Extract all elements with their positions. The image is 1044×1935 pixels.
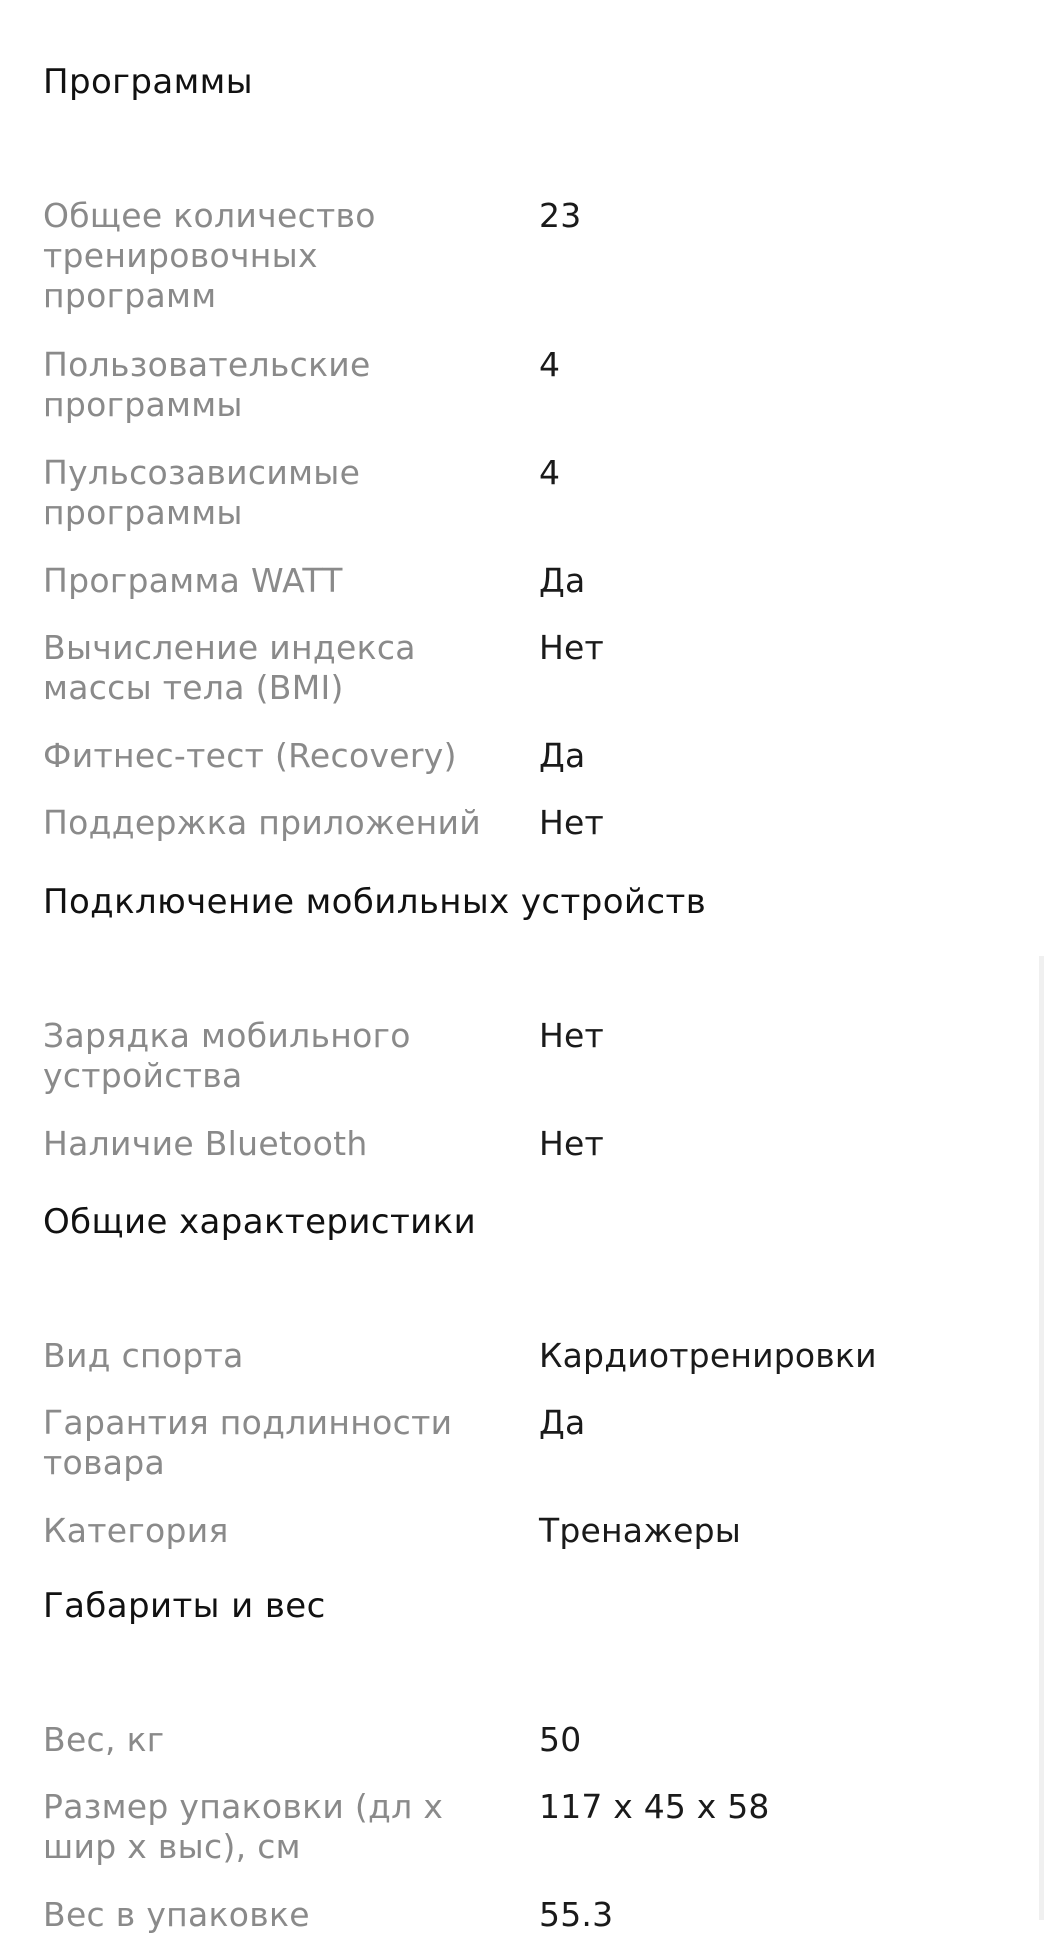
spec-row-fitness-test xyxy=(43,736,1003,776)
spec-row-category xyxy=(43,1511,1003,1551)
spec-label: Вес, кг xyxy=(43,1720,165,1759)
spec-row-watt-program xyxy=(43,561,1003,601)
spec-label: Фитнес-тест (Recovery) xyxy=(43,736,457,775)
spec-value: Тренажеры xyxy=(539,1511,742,1550)
section-title: Подключение мобильных устройств xyxy=(43,882,707,922)
spec-row-authenticity xyxy=(43,1403,1003,1483)
spec-label: Наличие Bluetooth xyxy=(43,1124,368,1163)
spec-label: Поддержка приложений xyxy=(43,803,482,842)
spec-label: Вычисление индекса массы тела (BMI) xyxy=(43,628,416,707)
scrollbar[interactable] xyxy=(1039,956,1044,1920)
spec-row-package-size xyxy=(43,1787,1003,1867)
spec-row-user-programs xyxy=(43,345,1003,425)
spec-value: Нет xyxy=(539,628,604,667)
section-mobile-connection xyxy=(43,880,1003,1163)
spec-label: Вес в упаковке xyxy=(43,1895,310,1934)
spec-row-bluetooth xyxy=(43,1124,1003,1164)
spec-row-app-support xyxy=(43,803,1003,843)
section-programs xyxy=(43,60,1003,842)
spec-label: Пульсозависимые программы xyxy=(43,453,361,532)
spec-row-bmi xyxy=(43,628,1003,708)
spec-label: Вид спорта xyxy=(43,1336,244,1375)
spec-value: 4 xyxy=(539,453,561,492)
spec-value: Нет xyxy=(539,1124,604,1163)
spec-label: Размер упаковки (дл х шир х выс), см xyxy=(43,1787,444,1866)
spec-value: 4 xyxy=(539,345,561,384)
spec-value: Кардиотренировки xyxy=(539,1336,877,1375)
spec-value: Да xyxy=(539,561,586,600)
spec-value: Да xyxy=(539,1403,586,1442)
spec-value: Нет xyxy=(539,803,604,842)
section-dimensions xyxy=(43,1584,1003,1934)
spec-label: Программа WATT xyxy=(43,561,343,600)
spec-value: 55.3 xyxy=(539,1895,614,1934)
section-title: Габариты и вес xyxy=(43,1586,326,1626)
spec-label: Общее количество тренировочных программ xyxy=(43,196,376,315)
spec-row-mobile-charging xyxy=(43,1016,1003,1096)
section-general xyxy=(43,1200,1003,1550)
spec-row-total-programs xyxy=(43,196,1003,316)
spec-label: Пользовательские программы xyxy=(43,345,371,424)
spec-row-heart-rate-programs xyxy=(43,453,1003,533)
spec-row-weight xyxy=(43,1720,1003,1760)
spec-value: Да xyxy=(539,736,586,775)
spec-row-sport-type xyxy=(43,1336,1003,1376)
spec-value: Нет xyxy=(539,1016,604,1055)
spec-value: 117 х 45 х 58 xyxy=(539,1787,770,1826)
spec-value: 23 xyxy=(539,196,582,235)
spec-label: Зарядка мобильного устройства xyxy=(43,1016,411,1095)
section-title: Общие характеристики xyxy=(43,1202,477,1242)
spec-row-package-weight xyxy=(43,1895,1003,1935)
spec-label: Категория xyxy=(43,1511,229,1550)
spec-label: Гарантия подлинности товара xyxy=(43,1403,453,1482)
section-title: Программы xyxy=(43,62,253,102)
spec-value: 50 xyxy=(539,1720,582,1759)
